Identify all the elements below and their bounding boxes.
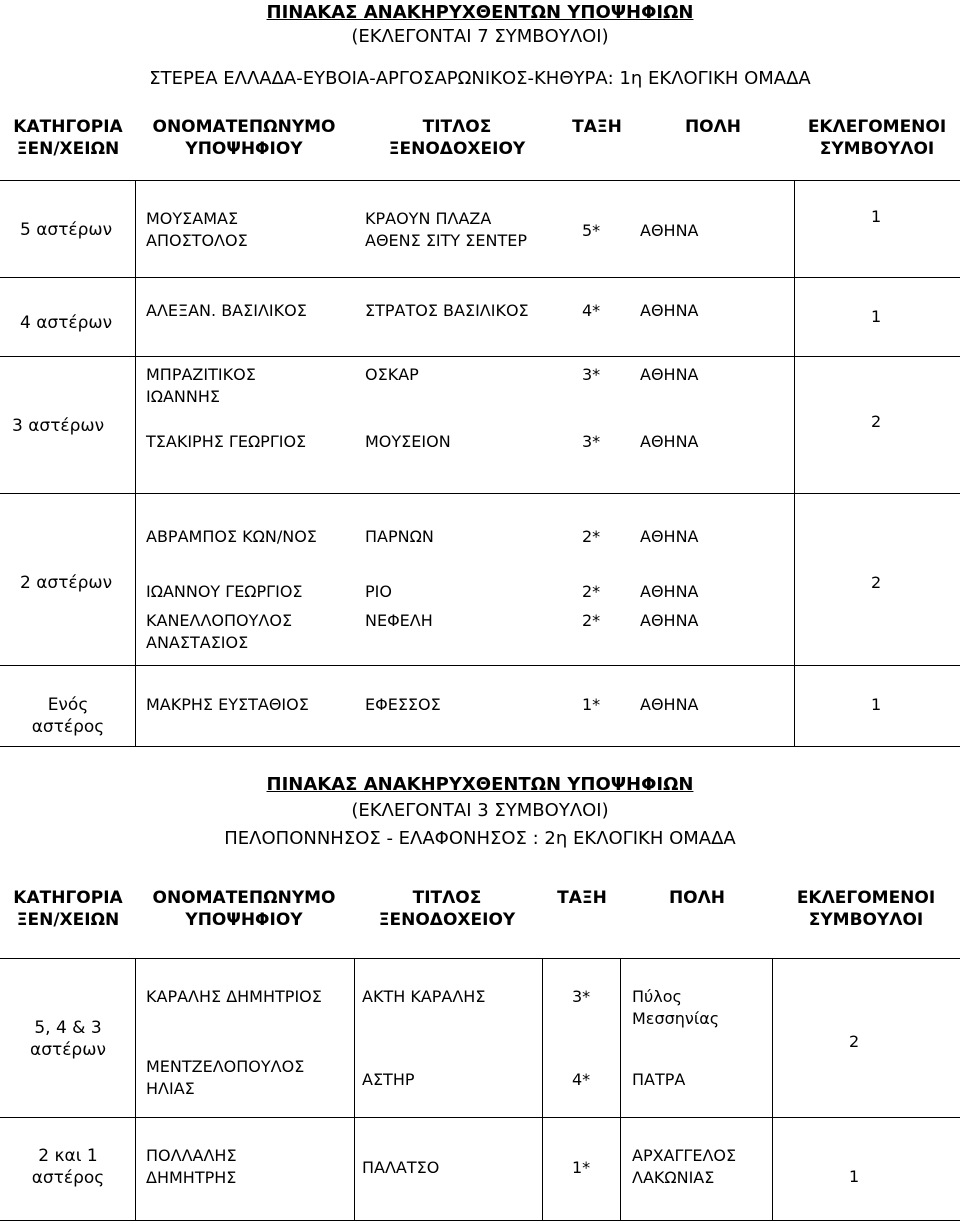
section2-title: ΠΙΝΑΚΑΣ ΑΝΑΚΗΡΥΧΘΕΝΤΩΝ ΥΠΟΨΗΦΙΩΝ [266,774,694,795]
hotel-title: ΜΟΥΣΕΙΟΝ [365,432,451,451]
hotel-stars: 2* [582,527,601,546]
elected-count: 1 [849,1167,860,1186]
hotel-stars: 4* [572,1070,591,1089]
hotel-stars: 5* [582,221,601,240]
row-category: 3 αστέρων [12,416,105,436]
table1-rule [0,493,960,494]
candidate-name: ΑΒΡΑΜΠΟΣ ΚΩΝ/ΝΟΣ [146,527,317,546]
hotel-city: ΑΘΗΝΑ [640,695,699,714]
row-category: 2 αστέρων [20,573,113,593]
hotel-title: ΣΤΡΑΤΟΣ ΒΑΣΙΛΙΚΟΣ [365,301,529,320]
row-category: 4 αστέρων [20,313,113,333]
section2-region: ΠΕΛΟΠΟΝΝΗΣΟΣ - ΕΛΑΦΟΝΗΣΟΣ : 2η ΕΚΛΟΓΙΚΗ ΟΜΑΔΑ [224,828,736,849]
hotel-title: ΚΡΑΟΥΝ ΠΛΑΖΑ ΑΘΕΝΣ ΣΙΤΥ ΣΕΝΤΕΡ [365,209,527,250]
hotel-city: Πύλος Μεσσηνίας [632,987,720,1028]
table2-divider [620,958,621,1220]
elected-count: 2 [849,1032,860,1051]
header-elected: ΕΚΛΕΓΟΜΕΝΟΙ ΣΥΜΒΟΥΛΟΙ [796,888,936,930]
hotel-stars: 3* [582,365,601,384]
hotel-title: ΡΙΟ [365,582,392,601]
hotel-stars: 1* [572,1158,591,1177]
hotel-stars: 3* [582,432,601,451]
header-stars: ΤΑΞΗ [572,117,622,137]
header-stars: ΤΑΞΗ [557,888,607,908]
table1-rule [0,277,960,278]
hotel-title: ΑΚΤΗ ΚΑΡΑΛΗΣ [362,987,486,1006]
table2-divider [354,958,355,1220]
candidate-name: ΤΣΑΚΙΡΗΣ ΓΕΩΡΓΙΟΣ [146,432,307,451]
header-name: ΟΝΟΜΑΤΕΠΩΝΥΜΟ ΥΠΟΨΗΦΙΟΥ [152,117,336,159]
hotel-city: ΑΘΗΝΑ [640,432,699,451]
candidate-name: ΠΟΛΛΑΛΗΣ ΔΗΜΗΤΡΗΣ [146,1146,237,1187]
header-category: ΚΑΤΗΓΟΡΙΑ ΞΕΝ/ΧΕΙΩΝ [13,117,123,159]
table1-divider [135,180,136,746]
candidate-name: ΜΠΡΑΖΙΤΙΚΟΣ ΙΩΑΝΝΗΣ [146,365,256,406]
hotel-city: ΑΘΗΝΑ [640,221,699,240]
header-city: ΠΟΛΗ [668,888,726,908]
header-name: ΟΝΟΜΑΤΕΠΩΝΥΜΟ ΥΠΟΨΗΦΙΟΥ [152,888,336,930]
table2-rule [0,1220,960,1221]
hotel-stars: 1* [582,695,601,714]
table1-rule [0,356,960,357]
section2-subtitle: (ΕΚΛΕΓΟΝΤΑΙ 3 ΣΥΜΒΟΥΛΟΙ) [351,800,609,821]
row-category: 5, 4 & 3 αστέρων [30,1018,106,1060]
hotel-title: ΠΑΛΑΤΣΟ [362,1158,440,1177]
header-hotel: ΤΙΤΛΟΣ ΞΕΝΟΔΟΧΕΙΟΥ [388,117,526,159]
candidate-name: ΜΟΥΣΑΜΑΣ ΑΠΟΣΤΟΛΟΣ [146,209,248,250]
candidate-name: ΜΑΚΡΗΣ ΕΥΣΤΑΘΙΟΣ [146,695,309,714]
elected-count: 2 [871,573,882,592]
section1-subtitle: (ΕΚΛΕΓΟΝΤΑΙ 7 ΣΥΜΒΟΥΛΟΙ) [351,26,609,47]
header-city: ΠΟΛΗ [684,117,742,137]
hotel-stars: 2* [582,582,601,601]
hotel-city: ΑΘΗΝΑ [640,365,699,384]
table1-rule [0,746,960,747]
elected-count: 1 [871,207,882,226]
candidate-name: ΑΛΕΞΑΝ. ΒΑΣΙΛΙΚΟΣ [146,301,307,320]
hotel-stars: 4* [582,301,601,320]
hotel-city: ΑΘΗΝΑ [640,582,699,601]
candidate-name: ΜΕΝΤΖΕΛΟΠΟΥΛΟΣ ΗΛΙΑΣ [146,1057,305,1098]
elected-count: 1 [871,307,882,326]
table2-divider [772,958,773,1220]
row-category: 5 αστέρων [20,220,113,240]
hotel-title: ΠΑΡΝΩΝ [365,527,434,546]
hotel-city: ΑΘΗΝΑ [640,611,699,630]
section1-region: ΣΤΕΡΕΑ ΕΛΛΑΔΑ-ΕΥΒΟΙΑ-ΑΡΓΟΣΑΡΩΝΙΚΟΣ-ΚΗΘΥΡΑ: 1η ΕΚΛΟΓΙΚΗ ΟΜΑΔΑ [149,68,811,89]
hotel-city: ΑΘΗΝΑ [640,301,699,320]
hotel-title: ΑΣΤΗΡ [362,1070,415,1089]
table1-rule [0,180,960,181]
hotel-stars: 2* [582,611,601,630]
candidate-name: ΚΑΝΕΛΛΟΠΟΥΛΟΣ ΑΝΑΣΤΑΣΙΟΣ [146,611,293,652]
elected-count: 2 [871,412,882,431]
table2-rule [0,958,960,959]
hotel-title: ΝΕΦΕΛΗ [365,611,433,630]
hotel-city: ΑΘΗΝΑ [640,527,699,546]
row-category: Ενός αστέρος [31,695,105,737]
hotel-title: ΕΦΕΣΣΟΣ [365,695,441,714]
hotel-title: ΟΣΚΑΡ [365,365,419,384]
hotel-city: ΠΑΤΡΑ [632,1070,686,1089]
header-hotel: ΤΙΤΛΟΣ ΞΕΝΟΔΟΧΕΙΟΥ [378,888,516,930]
section1-title: ΠΙΝΑΚΑΣ ΑΝΑΚΗΡΥΧΘΕΝΤΩΝ ΥΠΟΨΗΦΙΩΝ [266,2,694,23]
candidate-name: ΚΑΡΑΛΗΣ ΔΗΜΗΤΡΙΟΣ [146,987,322,1006]
table2-rule [0,1117,960,1118]
hotel-city: ΑΡΧΑΓΓΕΛΟΣ ΛΑΚΩΝΙΑΣ [632,1146,737,1187]
hotel-stars: 3* [572,987,591,1006]
table1-rule [0,665,960,666]
candidate-name: ΙΩΑΝΝΟΥ ΓΕΩΡΓΙΟΣ [146,582,303,601]
header-elected: ΕΚΛΕΓΟΜΕΝΟΙ ΣΥΜΒΟΥΛΟΙ [807,117,947,159]
table2-divider [542,958,543,1220]
elected-count: 1 [871,695,882,714]
header-category: ΚΑΤΗΓΟΡΙΑ ΞΕΝ/ΧΕΙΩΝ [13,888,123,930]
row-category: 2 και 1 αστέρος [31,1146,105,1188]
table1-divider [794,180,795,746]
